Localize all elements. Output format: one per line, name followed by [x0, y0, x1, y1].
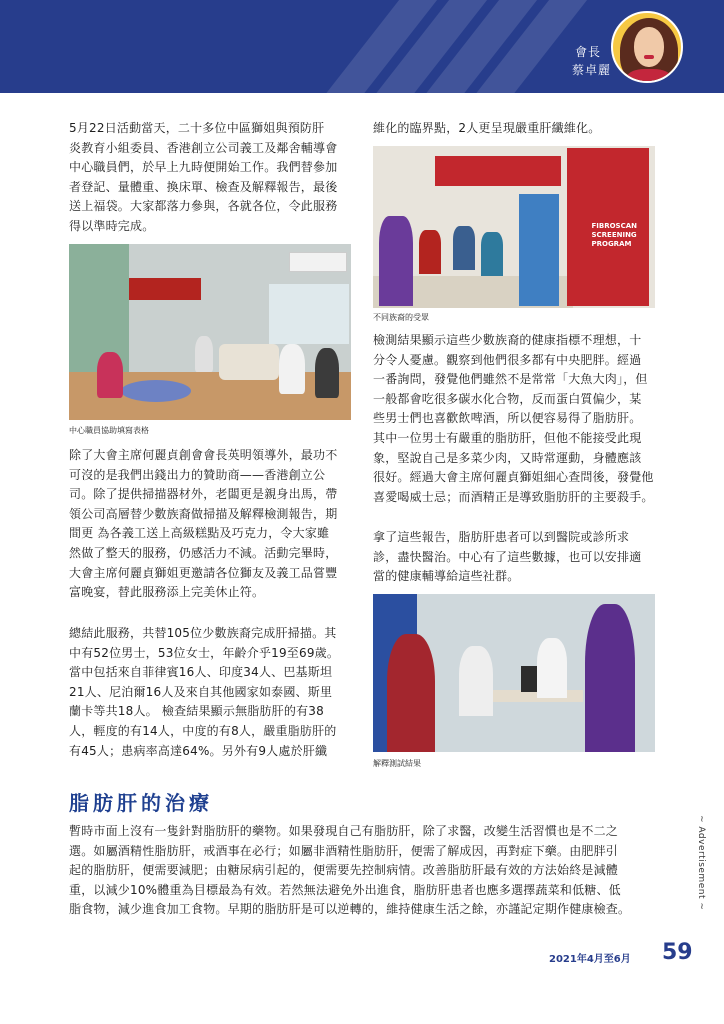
right-paragraph-1: 維化的臨界點，2人更呈現嚴重肝纖維化。	[373, 121, 601, 135]
page-number: 59	[662, 940, 693, 965]
photo-staff-helping	[69, 244, 351, 420]
avatar	[611, 11, 683, 83]
footer-date: 2021年4月至6月	[549, 954, 631, 965]
right-paragraph-3: 拿了這些報告，脂肪肝患者可以到醫院或診所求 診，盡快醫治。中心有了這些數據，也可以安排適 當的健康輔導給這些社群。	[373, 530, 642, 584]
fibroscan-banner-text: FIBROSCAN SCREENING PROGRAM	[591, 222, 637, 248]
section-title-treatment: 脂肪肝的治療	[69, 791, 213, 815]
advertisement-side-label: ~ Advertisement ~	[696, 815, 706, 911]
author-role: 會長	[574, 45, 601, 59]
photo2-caption: 不同族裔的受眾	[373, 313, 429, 322]
author-name: 蔡卓麗	[571, 63, 611, 77]
right-paragraph-2: 檢測結果顯示這些少數族裔的健康指標不理想，十 分令人憂慮。觀察到他們很多都有中央肥胖。經過 一番詢問，發覺他們雖然不是常常「大魚大肉」，但 一般都會吃很多碳水化合物，反而蛋白質偏少，某 些男士們也喜歡飲啤酒，所以便容易得了脂肪肝。 其中一位男士有嚴重的脂肪肝，但他不能接受此現 象，堅說自己是多菜少肉，又時常運動，身體應該 很好。經過大會主席何麗貞獅姐細心查問後，發覺他 喜愛喝威士忌；而酒精正是導致脂肪肝的主要殺手。	[373, 333, 654, 504]
photo1-caption: 中心職員協助填寫表格	[69, 426, 149, 435]
left-paragraph-1: 5月22日活動當天，二十多位中區獅姐與預防肝 炎教育小組委員、香港創立公司義工及鄰舍輔導會 中心職員們，於早上九時便開始工作。我們替參加 者登記、量體重、換床單、檢查及解釋報告，最後 送上福袋。大家都落力參與，各就各位，令此服務 得以準時完成。	[69, 121, 338, 233]
left-paragraph-2: 除了大會主席何麗貞創會會長英明領導外，最功不 可沒的是我們出錢出力的贊助商——香港創立公 司。除了提供掃描器材外，老闆更是親身出馬，帶 領公司高層替少數族裔做掃描及解釋檢測報告，期 間更 為各義工送上高級糕點及巧克力，令大家雖 然做了整天的服務，仍感活力不減。活動完畢時， 大會主席何麗貞獅姐更邀請各位獅友及義工品嘗豐 富晚宴，替此服務添上完美休止符。	[69, 448, 338, 600]
treatment-body: 暫時市面上沒有一隻針對脂肪肝的藥物。如果發現自己有脂肪肝，除了求醫，改變生活習慣也是不二之 選。如屬酒精性脂肪肝，戒酒事在必行；如屬非酒精性脂肪肝，便需了解成因，再對症下藥。由肥胖引 起的脂肪肝，便需要減肥；由糖尿病引起的，便需要先控制病情。改善脂肪肝最有效的方法始終是減體 重，以減少10%體重為目標最為有效。若然無法避免外出進食，脂肪肝患者也應多選擇蔬菜和低糖、低 脂食物，減少進食加工食物。早期的脂肪肝是可以逆轉的，維持健康生活之餘，亦謹記定期作健康檢查。	[69, 824, 631, 917]
photo-explaining-results	[373, 594, 655, 752]
photo-ethnic-participants	[373, 146, 655, 308]
left-paragraph-3: 總結此服務，共替105位少數族裔完成肝掃描。其 中有52位男士，53位女士，年齡介乎19至69歲。 當中包括來自菲律賓16人、印度34人、巴基斯坦 21人、尼泊爾16人及來自其他國家如泰國、斯里 蘭卡等共18人。 檢查結果顯示無脂肪肝的有38 人，輕度的有14人，中度的有8人，嚴重脂肪肝的 有45人；患病率高達64%。另外有9人處於肝纖	[69, 626, 340, 758]
photo3-caption: 解釋測試結果	[373, 759, 421, 768]
header-band	[0, 0, 724, 93]
